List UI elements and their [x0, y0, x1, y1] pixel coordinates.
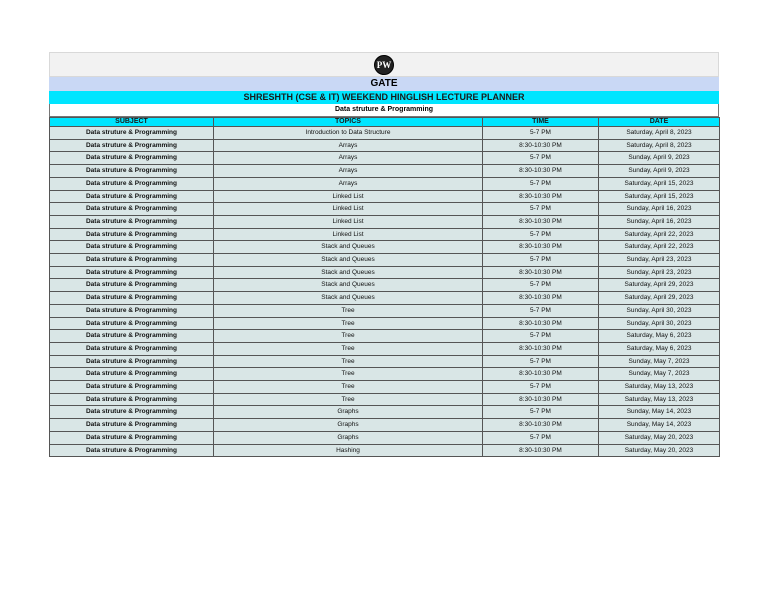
- subject-cell: Data struture & Programming: [50, 304, 214, 317]
- exam-title: GATE: [49, 77, 719, 91]
- table-row: [50, 444, 720, 457]
- topic-cell: Stack and Queues: [214, 254, 483, 267]
- subject-cell: Data struture & Programming: [50, 215, 214, 228]
- date-cell: Saturday, April 22, 2023: [599, 228, 720, 241]
- table-row: [50, 279, 720, 292]
- topic-cell: Linked List: [214, 203, 483, 216]
- table-row: [50, 254, 720, 267]
- subject-cell: Data struture & Programming: [50, 254, 214, 267]
- date-cell: Sunday, May 14, 2023: [599, 406, 720, 419]
- topic-cell: Tree: [214, 355, 483, 368]
- time-cell: 8:30-10:30 PM: [483, 317, 599, 330]
- lecture-planner-sheet: [49, 52, 719, 457]
- date-cell: Sunday, May 14, 2023: [599, 419, 720, 432]
- subject-cell: Data struture & Programming: [50, 203, 214, 216]
- topic-cell: Linked List: [214, 190, 483, 203]
- topic-cell: Stack and Queues: [214, 279, 483, 292]
- time-cell: 5-7 PM: [483, 254, 599, 267]
- column-header-time: TIME: [483, 118, 599, 127]
- date-cell: Sunday, April 9, 2023: [599, 152, 720, 165]
- topic-cell: Arrays: [214, 152, 483, 165]
- subject-cell: Data struture & Programming: [50, 381, 214, 394]
- topic-cell: Tree: [214, 317, 483, 330]
- date-cell: Sunday, May 7, 2023: [599, 355, 720, 368]
- topic-cell: Graphs: [214, 431, 483, 444]
- topic-cell: Tree: [214, 381, 483, 394]
- topic-cell: Linked List: [214, 215, 483, 228]
- topic-cell: Tree: [214, 342, 483, 355]
- table-row: [50, 190, 720, 203]
- table-row: [50, 406, 720, 419]
- date-cell: Sunday, April 23, 2023: [599, 254, 720, 267]
- subject-cell: Data struture & Programming: [50, 127, 214, 140]
- table-row: [50, 152, 720, 165]
- time-cell: 5-7 PM: [483, 203, 599, 216]
- topic-cell: Tree: [214, 368, 483, 381]
- time-cell: 8:30-10:30 PM: [483, 190, 599, 203]
- topic-cell: Tree: [214, 393, 483, 406]
- date-cell: Saturday, April 22, 2023: [599, 241, 720, 254]
- date-cell: Saturday, May 20, 2023: [599, 444, 720, 457]
- table-row: [50, 393, 720, 406]
- time-cell: 5-7 PM: [483, 279, 599, 292]
- table-row: [50, 342, 720, 355]
- table-row: [50, 203, 720, 216]
- date-cell: Saturday, May 13, 2023: [599, 393, 720, 406]
- date-cell: Saturday, May 6, 2023: [599, 330, 720, 343]
- date-cell: Saturday, April 15, 2023: [599, 190, 720, 203]
- subject-cell: Data struture & Programming: [50, 266, 214, 279]
- time-cell: 8:30-10:30 PM: [483, 444, 599, 457]
- topic-cell: Tree: [214, 330, 483, 343]
- planner-title: SHRESHTH (CSE & IT) WEEKEND HINGLISH LECTURE PLANNER: [49, 91, 719, 104]
- time-cell: 8:30-10:30 PM: [483, 419, 599, 432]
- date-cell: Saturday, April 8, 2023: [599, 139, 720, 152]
- topic-cell: Arrays: [214, 139, 483, 152]
- topic-cell: Graphs: [214, 406, 483, 419]
- date-cell: Saturday, April 29, 2023: [599, 279, 720, 292]
- topic-cell: Stack and Queues: [214, 241, 483, 254]
- date-cell: Sunday, April 23, 2023: [599, 266, 720, 279]
- topic-cell: Stack and Queues: [214, 292, 483, 305]
- time-cell: 5-7 PM: [483, 127, 599, 140]
- topic-cell: Graphs: [214, 419, 483, 432]
- table-row: [50, 431, 720, 444]
- time-cell: 8:30-10:30 PM: [483, 342, 599, 355]
- table-row: [50, 355, 720, 368]
- date-cell: Saturday, April 15, 2023: [599, 177, 720, 190]
- logo-row: [49, 52, 719, 77]
- time-cell: 8:30-10:30 PM: [483, 165, 599, 178]
- time-cell: 5-7 PM: [483, 330, 599, 343]
- pw-logo-icon: PW: [374, 55, 394, 75]
- subject-cell: Data struture & Programming: [50, 152, 214, 165]
- subject-cell: Data struture & Programming: [50, 177, 214, 190]
- date-cell: Sunday, April 16, 2023: [599, 203, 720, 216]
- table-row: [50, 317, 720, 330]
- table-row: [50, 266, 720, 279]
- column-header-subject: SUBJECT: [50, 118, 214, 127]
- date-cell: Sunday, April 30, 2023: [599, 304, 720, 317]
- table-row: [50, 292, 720, 305]
- table-row: [50, 139, 720, 152]
- table-row: [50, 304, 720, 317]
- subject-cell: Data struture & Programming: [50, 355, 214, 368]
- table-row: [50, 165, 720, 178]
- date-cell: Sunday, April 30, 2023: [599, 317, 720, 330]
- time-cell: 8:30-10:30 PM: [483, 266, 599, 279]
- subject-cell: Data struture & Programming: [50, 241, 214, 254]
- time-cell: 8:30-10:30 PM: [483, 393, 599, 406]
- column-header-topics: TOPICS: [214, 118, 483, 127]
- table-row: [50, 228, 720, 241]
- time-cell: 8:30-10:30 PM: [483, 292, 599, 305]
- subject-cell: Data struture & Programming: [50, 330, 214, 343]
- schedule-table: [49, 117, 720, 457]
- subject-cell: Data struture & Programming: [50, 342, 214, 355]
- time-cell: 5-7 PM: [483, 381, 599, 394]
- time-cell: 8:30-10:30 PM: [483, 215, 599, 228]
- topic-cell: Stack and Queues: [214, 266, 483, 279]
- date-cell: Sunday, April 16, 2023: [599, 215, 720, 228]
- table-row: [50, 330, 720, 343]
- topic-cell: Introduction to Data Structure: [214, 127, 483, 140]
- topic-cell: Arrays: [214, 165, 483, 178]
- date-cell: Saturday, April 29, 2023: [599, 292, 720, 305]
- table-row: [50, 419, 720, 432]
- time-cell: 5-7 PM: [483, 152, 599, 165]
- time-cell: 5-7 PM: [483, 406, 599, 419]
- date-cell: Saturday, April 8, 2023: [599, 127, 720, 140]
- time-cell: 5-7 PM: [483, 228, 599, 241]
- topic-cell: Tree: [214, 304, 483, 317]
- topic-cell: Hashing: [214, 444, 483, 457]
- subject-cell: Data struture & Programming: [50, 393, 214, 406]
- table-row: [50, 368, 720, 381]
- date-cell: Saturday, May 6, 2023: [599, 342, 720, 355]
- time-cell: 5-7 PM: [483, 355, 599, 368]
- time-cell: 8:30-10:30 PM: [483, 241, 599, 254]
- table-body: [50, 127, 720, 457]
- date-cell: Saturday, May 20, 2023: [599, 431, 720, 444]
- subject-cell: Data struture & Programming: [50, 165, 214, 178]
- subject-cell: Data struture & Programming: [50, 317, 214, 330]
- topic-cell: Arrays: [214, 177, 483, 190]
- table-row: [50, 241, 720, 254]
- topic-cell: Linked List: [214, 228, 483, 241]
- time-cell: 5-7 PM: [483, 304, 599, 317]
- subject-cell: Data struture & Programming: [50, 279, 214, 292]
- subject-cell: Data struture & Programming: [50, 190, 214, 203]
- date-cell: Sunday, April 9, 2023: [599, 165, 720, 178]
- table-row: [50, 177, 720, 190]
- time-cell: 8:30-10:30 PM: [483, 139, 599, 152]
- time-cell: 5-7 PM: [483, 431, 599, 444]
- subject-cell: Data struture & Programming: [50, 228, 214, 241]
- subject-cell: Data struture & Programming: [50, 406, 214, 419]
- table-row: [50, 127, 720, 140]
- column-header-date: DATE: [599, 118, 720, 127]
- subject-cell: Data struture & Programming: [50, 292, 214, 305]
- table-header-row: [50, 118, 720, 127]
- time-cell: 5-7 PM: [483, 177, 599, 190]
- time-cell: 8:30-10:30 PM: [483, 368, 599, 381]
- subject-cell: Data struture & Programming: [50, 419, 214, 432]
- subject-cell: Data struture & Programming: [50, 444, 214, 457]
- table-row: [50, 215, 720, 228]
- date-cell: Saturday, May 13, 2023: [599, 381, 720, 394]
- subject-subtitle: Data struture & Programming: [49, 104, 719, 117]
- subject-cell: Data struture & Programming: [50, 368, 214, 381]
- date-cell: Sunday, May 7, 2023: [599, 368, 720, 381]
- subject-cell: Data struture & Programming: [50, 431, 214, 444]
- table-row: [50, 381, 720, 394]
- subject-cell: Data struture & Programming: [50, 139, 214, 152]
